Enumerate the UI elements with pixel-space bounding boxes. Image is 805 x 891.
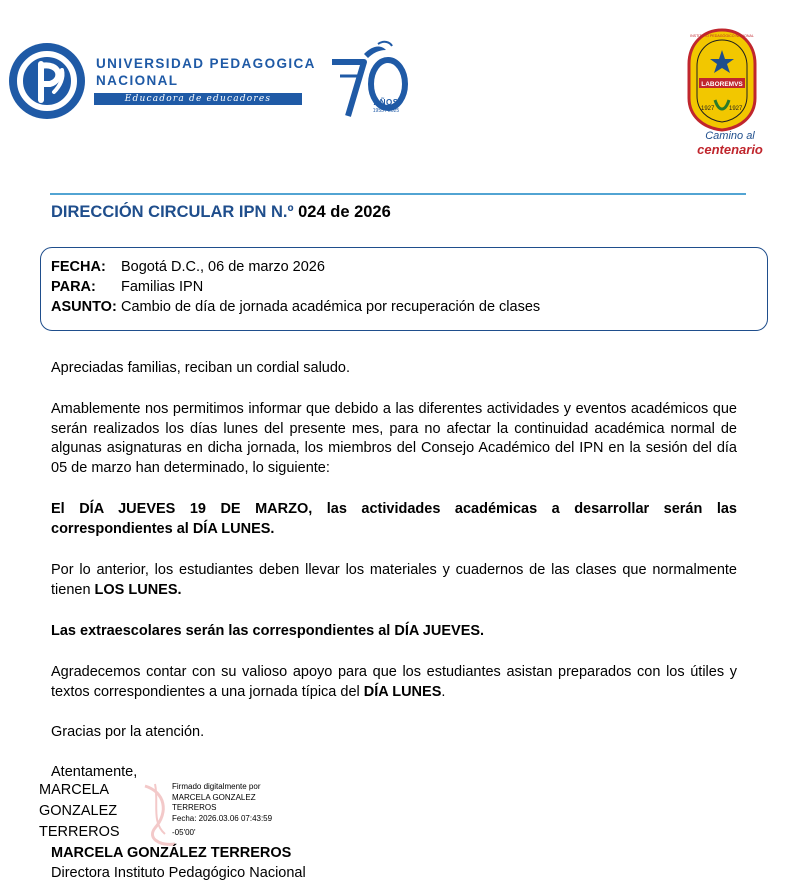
seal-text-top: INSTITUTO PEDAGÓGICO NACIONAL bbox=[690, 34, 754, 38]
asunto-label: ASUNTO: bbox=[51, 299, 117, 315]
digital-signature-line2: MARCELA GONZALEZ bbox=[172, 793, 256, 802]
circular-number: 024 de 2026 bbox=[298, 203, 391, 221]
digital-signature-timezone: -05'00' bbox=[172, 828, 196, 837]
lunes-paragraph bbox=[51, 561, 737, 600]
university-tagline: Educadora de educadores bbox=[94, 93, 302, 105]
digital-signature-date: Fecha: 2026.03.06 07:43:59 bbox=[172, 814, 273, 823]
title-divider bbox=[50, 193, 746, 195]
digital-signature-line3: TERREROS bbox=[172, 803, 217, 812]
fecha-label: FECHA: bbox=[51, 259, 106, 275]
agradece-end: . bbox=[441, 683, 446, 700]
anniversary-years: 1955 / 2025 bbox=[372, 108, 400, 114]
extraescolares-notice: Las extraescolares serán las correspondientes al DÍA JUEVES. bbox=[51, 623, 485, 639]
signature-name-line3: TERREROS bbox=[39, 824, 120, 840]
lunes-text: Por lo anterior, los estudiantes deben llevar los materiales y cuadernos de las clases que normalmente tienen bbox=[51, 562, 737, 598]
circular-title bbox=[51, 203, 391, 222]
thanks: Gracias por la atención. bbox=[51, 724, 205, 740]
para-label: PARA: bbox=[51, 279, 96, 295]
ipn-seal bbox=[687, 28, 757, 132]
asunto-value: Cambio de día de jornada académica por recuperación de clases bbox=[121, 299, 541, 315]
para-value: Familias IPN bbox=[121, 279, 204, 295]
seal-caption-camino: Camino al bbox=[705, 130, 755, 142]
greeting: Apreciadas familias, reciban un cordial saludo. bbox=[51, 360, 351, 376]
university-name-line2: NACIONAL bbox=[96, 73, 179, 88]
circular-title-prefix: DIRECCIÓN CIRCULAR IPN N.º bbox=[51, 203, 294, 221]
intro-paragraph: Amablemente nos permitimos informar que debido a las diferentes actividades y eventos académicos que serán realizados los días lunes del presente mes, para no afectar la continuidad académica normal de algunas asignaturas en dicha jornada, los miembros del Consejo Académico del IPN en la sesión del día 05 de marzo han determinado, lo siguiente: bbox=[51, 401, 737, 476]
agradece-bold: DÍA LUNES bbox=[363, 683, 442, 700]
signer-role: Directora Instituto Pedagógico Nacional bbox=[51, 865, 306, 881]
university-name-line1: UNIVERSIDAD PEDAGOGICA bbox=[96, 56, 316, 71]
signature-name-line1: MARCELA bbox=[39, 782, 110, 798]
agradece-text: Agradecemos contar con su valioso apoyo para que los estudiantes asistan preparados con los útiles y textos correspondientes a una jornada típica del bbox=[51, 664, 737, 700]
closing: Atentamente, bbox=[51, 764, 138, 780]
seal-caption-centenario: centenario bbox=[697, 142, 763, 157]
agradece-paragraph bbox=[51, 663, 737, 702]
lunes-bold: LOS LUNES. bbox=[94, 581, 182, 598]
fecha-value: Bogotá D.C., 06 de marzo 2026 bbox=[121, 259, 325, 275]
seal-motto: LABOREMVS bbox=[701, 81, 743, 88]
upn-logo bbox=[8, 42, 86, 120]
seal-year-left: 1927 bbox=[701, 106, 715, 112]
seal-year-right: 1927 bbox=[729, 106, 743, 112]
signer-name: MARCELA GONZÁLEZ TERREROS bbox=[51, 845, 292, 861]
anniversary-label: AÑOS bbox=[373, 98, 399, 107]
jueves-notice: El DÍA JUEVES 19 DE MARZO, las actividades académicas a desarrollar serán las correspondientes al DÍA LUNES. bbox=[51, 501, 737, 537]
digital-signature-line1: Firmado digitalmente por bbox=[172, 782, 261, 791]
signature-name-line2: GONZALEZ bbox=[39, 803, 118, 819]
